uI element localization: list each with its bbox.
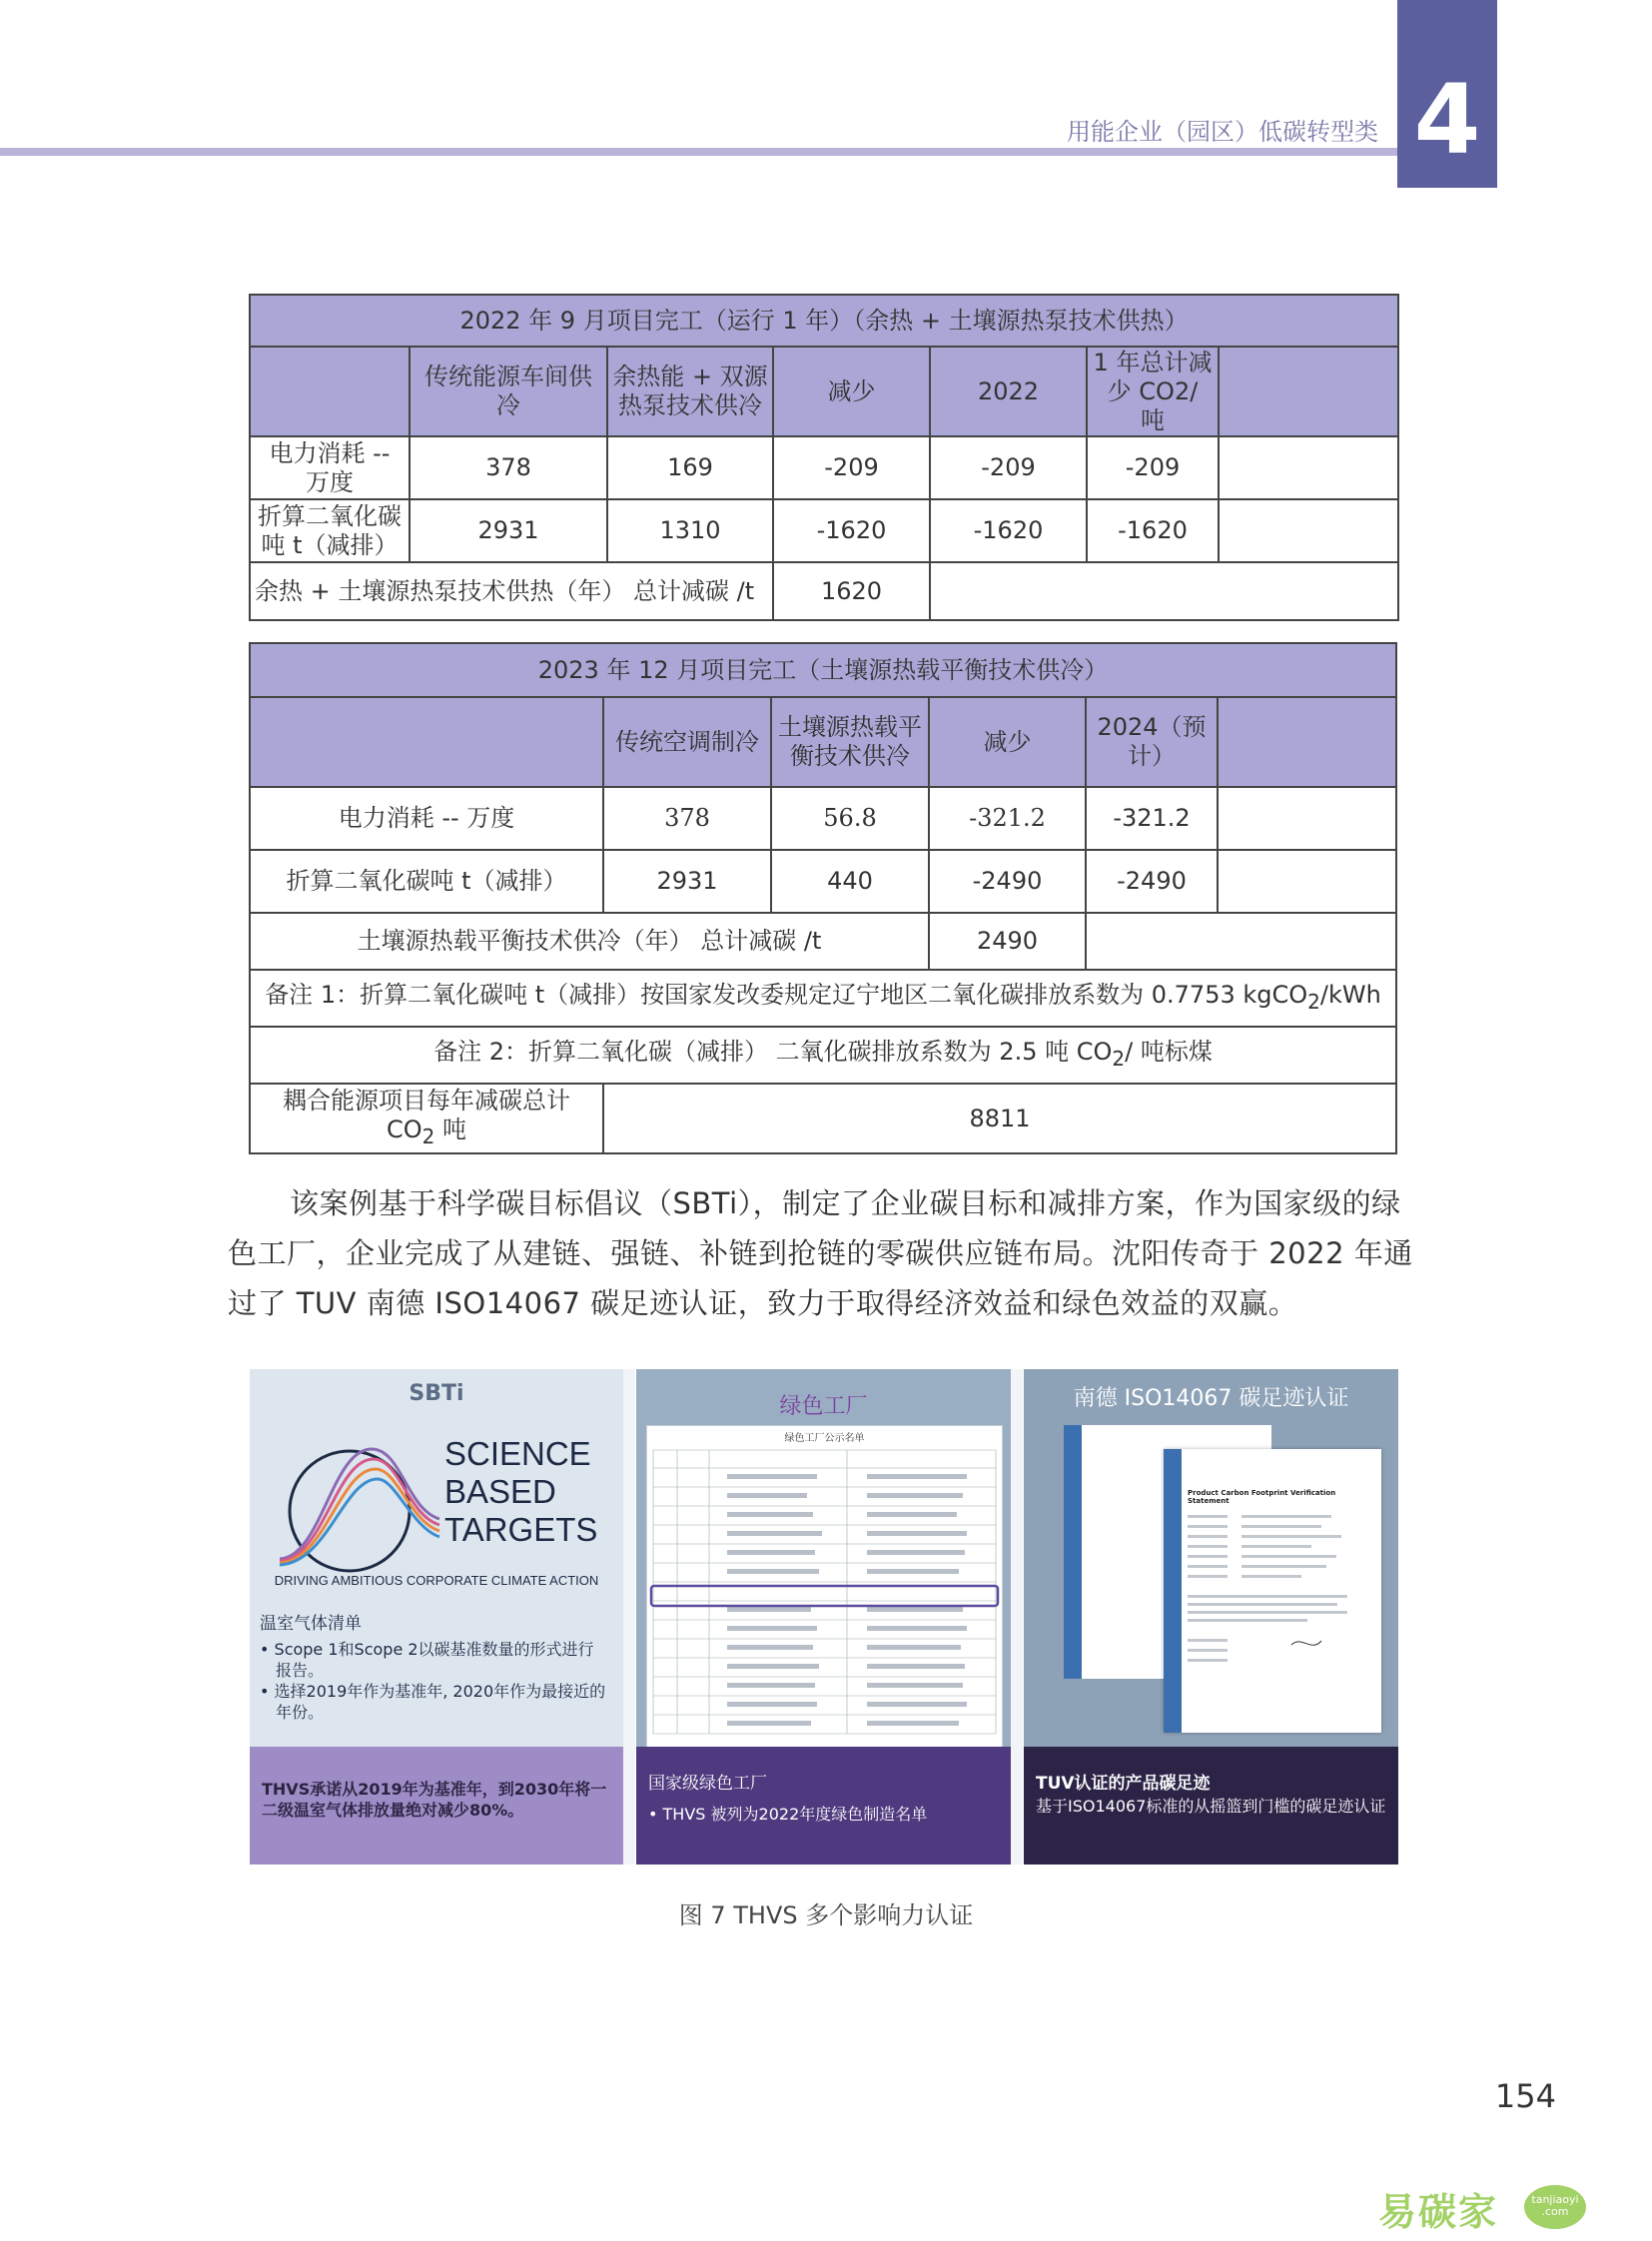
table-total-row bbox=[250, 562, 1398, 620]
table-2023-cooling bbox=[249, 642, 1397, 1154]
tuv-footer-title: TUV认证的产品碳足迹 bbox=[1036, 1774, 1211, 1794]
tuv-panel bbox=[1024, 1369, 1398, 1865]
sbti-wordmark-line: TARGETS bbox=[444, 1511, 598, 1548]
sbti-bullet: • 选择2019年作为基准年, 2020年作为最接近的年份。 bbox=[260, 1682, 606, 1722]
table-cell-empty bbox=[1086, 913, 1396, 970]
table1-title: 2022 年 9 月项目完工（运行 1 年）（余热 + 土壤源热泵技术供热） bbox=[250, 295, 1398, 347]
section-title: 用能企业（园区）低碳转型类 bbox=[1067, 118, 1378, 146]
green-factory-document bbox=[646, 1425, 1003, 1749]
total-value: 1620 bbox=[773, 562, 930, 620]
green-factory-panel bbox=[636, 1369, 1011, 1865]
sbti-bullet: • Scope 1和Scope 2以碳基准数量的形式进行报告。 bbox=[260, 1640, 594, 1680]
sbti-wordmark-line: SCIENCE bbox=[444, 1435, 591, 1472]
sbti-bullet-text: 选择2019年作为基准年, 2020年作为最接近的年份。 bbox=[274, 1682, 606, 1722]
total-label: 余热 + 土壤源热泵技术供热（年） 总计减碳 /t bbox=[250, 562, 773, 620]
sbti-panel bbox=[250, 1369, 623, 1865]
total-value: 2490 bbox=[929, 913, 1086, 970]
table-cell-empty bbox=[1218, 850, 1396, 913]
panel-gap bbox=[1011, 1369, 1023, 1865]
table-row bbox=[250, 850, 1396, 913]
table-cell: 2931 bbox=[410, 499, 607, 562]
total-label: 土壤源热载平衡技术供冷（年） 总计减碳 /t bbox=[250, 913, 929, 970]
table-header-empty bbox=[250, 347, 410, 436]
green-factory-footer-bullet: • THVS 被列为2022年度绿色制造名单 bbox=[648, 1805, 928, 1824]
document-list-icon bbox=[647, 1444, 1002, 1744]
green-factory-footer-title: 国家级绿色工厂 bbox=[648, 1774, 767, 1794]
note-1-text: 备注 1：折算二氧化碳吨 t（减排）按国家发改委规定辽宁地区二氧化碳排放系数为 0.7753 kgCO bbox=[265, 980, 1308, 1009]
table-header: 2022 bbox=[930, 347, 1087, 436]
table-header-empty bbox=[250, 697, 603, 787]
table-cell: -1620 bbox=[1087, 499, 1219, 562]
green-factory-footer-bullet-text: THVS 被列为2022年度绿色制造名单 bbox=[662, 1805, 928, 1824]
row-label: 折算二氧化碳吨 t（减排） bbox=[250, 850, 603, 913]
header-rule bbox=[0, 148, 1398, 156]
table-cell: -2490 bbox=[1086, 850, 1218, 913]
note-2 bbox=[250, 1027, 1396, 1084]
watermark-domain bbox=[1524, 2185, 1586, 2218]
watermark-badge bbox=[1524, 2185, 1586, 2229]
watermark-domain-line: .com bbox=[1541, 2205, 1569, 2218]
sbti-wordmark bbox=[444, 1435, 597, 1549]
green-factory-footer bbox=[636, 1747, 1011, 1865]
table-row bbox=[250, 787, 1396, 850]
table-cell: -209 bbox=[1087, 436, 1219, 499]
tuv-footer-text: 基于ISO14067标准的从摇篮到门槛的碳足迹认证 bbox=[1036, 1797, 1386, 1816]
sbti-bullet-text: Scope 1和Scope 2以碳基准数量的形式进行报告。 bbox=[274, 1640, 594, 1680]
page-number: 154 bbox=[1494, 2077, 1556, 2115]
panel-gap bbox=[623, 1369, 635, 1865]
coupled-label-sub: 2 bbox=[421, 1123, 435, 1148]
table-header-empty bbox=[1219, 347, 1398, 436]
table-cell: -321.2 bbox=[929, 787, 1086, 850]
table-header: 土壤源热载平衡技术供冷 bbox=[771, 697, 929, 787]
coupled-label bbox=[250, 1084, 603, 1153]
doc-title: 绿色工厂公示名单 bbox=[784, 1433, 865, 1444]
certificate-text-icon bbox=[1182, 1505, 1361, 1725]
chapter-number: 4 bbox=[1413, 64, 1481, 176]
table-header: 减少 bbox=[773, 347, 930, 436]
note-1-unit: /kWh bbox=[1319, 980, 1381, 1009]
coupled-value: 8811 bbox=[603, 1084, 1396, 1153]
table-header-empty bbox=[1218, 697, 1396, 787]
table-note-row bbox=[250, 970, 1396, 1027]
watermark-domain-line: tanjiaoyi bbox=[1531, 2193, 1579, 2206]
table-header: 1 年总计减少 CO2/ 吨 bbox=[1087, 347, 1219, 436]
row-label: 电力消耗 -- 万度 bbox=[250, 787, 603, 850]
figure-caption: 图 7 THVS 多个影响力认证 bbox=[678, 1901, 974, 1929]
table-cell: -321.2 bbox=[1086, 787, 1218, 850]
tuv-title: 南德 ISO14067 碳足迹认证 bbox=[1073, 1386, 1349, 1411]
table-cell-empty bbox=[1219, 436, 1398, 499]
table-cell: -209 bbox=[773, 436, 930, 499]
watermark-logo bbox=[1378, 2177, 1618, 2237]
certificate-title: Product Carbon Footprint Verification Statement bbox=[1188, 1489, 1336, 1505]
green-factory-title: 绿色工厂 bbox=[779, 1394, 868, 1419]
table-header: 余热能 + 双源热泵技术供冷 bbox=[607, 347, 773, 436]
sbti-footer bbox=[250, 1747, 623, 1865]
coupled-label-co: CO bbox=[386, 1115, 422, 1143]
tuv-footer bbox=[1024, 1747, 1398, 1865]
table-row bbox=[250, 1084, 1396, 1153]
table-cell: 2931 bbox=[603, 850, 771, 913]
coupled-label-unit: 吨 bbox=[434, 1115, 467, 1143]
table-cell-empty bbox=[1219, 499, 1398, 562]
table-cell: 169 bbox=[607, 436, 773, 499]
table-cell: 56.8 bbox=[771, 787, 929, 850]
table-cell: 378 bbox=[603, 787, 771, 850]
table-cell: -1620 bbox=[930, 499, 1087, 562]
table-header: 传统空调制冷 bbox=[603, 697, 771, 787]
watermark-text: 易碳家 bbox=[1378, 2190, 1499, 2234]
row-label: 电力消耗 -- 万度 bbox=[250, 436, 410, 499]
table-header: 2024（预计） bbox=[1086, 697, 1218, 787]
table-2022-heating bbox=[249, 294, 1399, 621]
sbti-wordmark-line: BASED bbox=[444, 1473, 556, 1510]
table-cell-empty bbox=[1218, 787, 1396, 850]
note-2-sub: 2 bbox=[1112, 1046, 1126, 1071]
table-note-row bbox=[250, 1027, 1396, 1084]
table-header: 传统能源车间供冷 bbox=[410, 347, 607, 436]
table-header: 减少 bbox=[929, 697, 1086, 787]
certificate-front bbox=[1164, 1449, 1381, 1733]
table2-title: 2023 年 12 月项目完工（土壤源热载平衡技术供冷） bbox=[250, 643, 1396, 697]
table-cell: 440 bbox=[771, 850, 929, 913]
coupled-label-line1: 耦合能源项目每年减碳总计 bbox=[283, 1086, 570, 1115]
note-1 bbox=[250, 970, 1396, 1027]
table-row bbox=[250, 436, 1398, 499]
sbti-tagline: DRIVING AMBITIOUS CORPORATE CLIMATE ACTION bbox=[274, 1573, 599, 1588]
table-cell: -209 bbox=[930, 436, 1087, 499]
note-1-sub: 2 bbox=[1307, 989, 1320, 1014]
sbti-bullets bbox=[260, 1639, 609, 1723]
row-label: 折算二氧化碳吨 t（减排） bbox=[250, 499, 410, 562]
sbti-footer-text: THVS承诺从2019年为基准年，到2030年将一二级温室气体排放量绝对减少80%。 bbox=[262, 1780, 607, 1820]
table-cell: 378 bbox=[410, 436, 607, 499]
body-paragraph: 该案例基于科学碳目标倡议（SBTi），制定了企业碳目标和减排方案，作为国家级的绿色工厂，企业完成了从建链、强链、补链到抢链的零碳供应链布局。沈阳传奇于 2022 年通过了 TUV 南德 ISO14067 碳足迹认证，致力于取得经济效益和绿色效益的双赢。 bbox=[228, 1186, 1413, 1320]
sbti-heading: 温室气体清单 bbox=[260, 1614, 362, 1634]
table-row bbox=[250, 499, 1398, 562]
note-2-text: 备注 2：折算二氧化碳（减排） 二氧化碳排放系数为 2.5 吨 CO bbox=[433, 1037, 1113, 1066]
sbti-logo-icon bbox=[272, 1429, 441, 1589]
table-cell: -2490 bbox=[929, 850, 1086, 913]
table-cell-empty bbox=[930, 562, 1398, 620]
note-2-unit: / 吨标煤 bbox=[1125, 1037, 1213, 1066]
table-cell: -1620 bbox=[773, 499, 930, 562]
table-cell: 1310 bbox=[607, 499, 773, 562]
sbti-title: SBTi bbox=[409, 1381, 464, 1406]
table-total-row bbox=[250, 913, 1396, 970]
